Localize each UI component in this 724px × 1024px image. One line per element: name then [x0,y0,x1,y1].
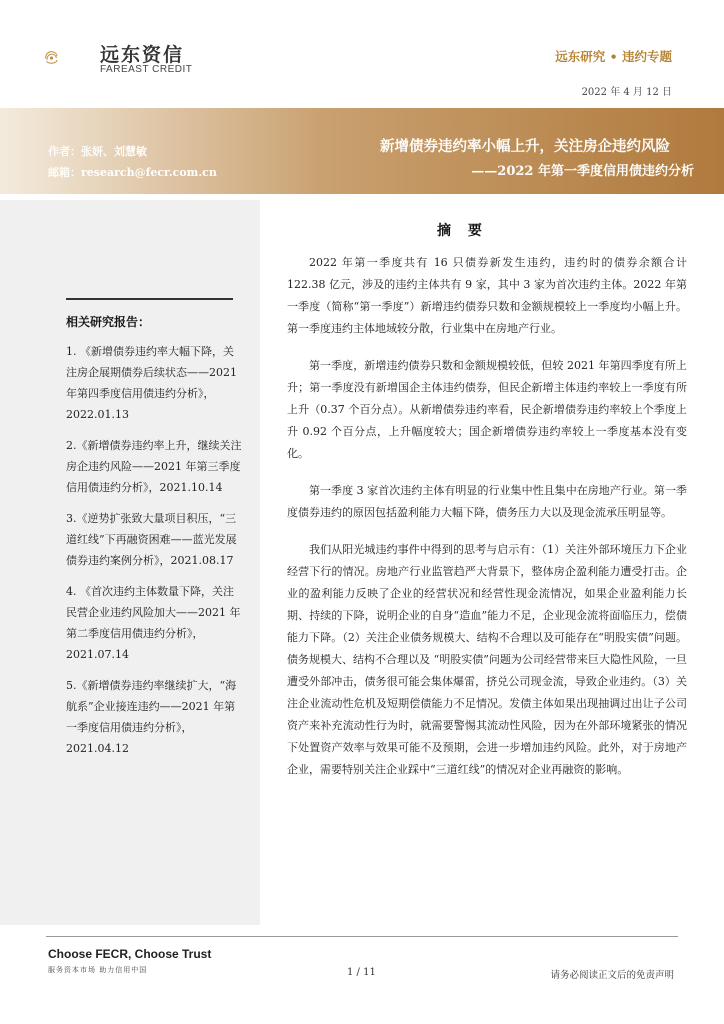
fareast-credit-logo-icon [44,38,94,78]
email-line: 邮箱：research@fecr.com.cn [48,166,217,179]
related-report-item[interactable]: 3.《逆势扩张致大量项目积压，“三道红线”下再融资困难——蓝光发展债券违约案例分析》，2021.08.17 [66,512,237,567]
related-report-item[interactable]: 4. 《首次违约主体数量下降，关注民营企业违约风险加大——2021 年第二季度信用债违约分析》，2021.07.14 [66,585,241,661]
related-report-item[interactable]: 2.《新增债券违约率上升，继续关注房企违约风险——2021 年第三季度信用债违约分析》，2021.10.14 [66,439,242,494]
abstract-paragraph: 2022 年第一季度共有 16 只债券新发生违约，违约时的债券余额合计 122.38 亿元，涉及的违约主体共有 9 家，其中 3 家为首次违约主体。2022 年第一季度（简称“第一季度”）新增违约债券只数和金额规模较上一季度均小幅上升。第一季度违约主体地域较分散，行业集中在房地产行业。 [287,256,687,335]
logo-text-cn: 远东资信 [100,44,185,66]
footer-slogan: Choose FECR, Choose Trust [48,947,212,961]
related-report-item[interactable]: 1. 《新增债券违约率大幅下降，关注房企展期债券后续状态——2021 年第四季度信用债违约分析》，2022.01.13 [66,345,237,421]
related-reports-heading: 相关研究报告： [66,315,151,329]
page-number: 1 / 11 [347,967,376,978]
report-subtitle: ——2022 年第一季度信用债违约分析 [471,164,694,179]
report-date: 2022 年 4 月 12 日 [581,87,672,98]
logo-text-en: FAREAST CREDIT [100,64,193,75]
disclaimer-note: 请务必阅读正文后的免责声明 [550,970,674,981]
author-line: 作者：张妍、刘慧敏 [48,145,147,158]
footer-divider [46,936,678,937]
sidebar-divider [66,298,233,300]
abstract-paragraph: 我们从阳光城违约事件中得到的思考与启示有：（1）关注外部环境压力下企业经营下行的情况。房地产行业监管趋严大背景下，整体房企盈利能力遭受打击。企业的盈利能力反映了企业的经营状况和经营性现金流情况，如果企业盈利能力长期、持续的下降，说明企业的自身“造血”能力不足，企业现金流将面临压力，偿债能力下降。（2）关注企业债务规模大、结构不合理以及可能存在“明股实债”问题。债务规模大、结构不合理以及 “明股实债”问题为公司经营带来巨大隐性风险，一旦遭受外部冲击，债务很可能会集体爆雷，挤兑公司现金流，导致企业违约。（3）关注企业流动性危机及短期偿债能力不足情况。发债主体如果出现抽调过出让子公司资产来补充流动性行为时，就需要警惕其流动性风险，因为在外部环境紧张的情况下处置资产效率与效果可能不及预期，会进一步增加违约风险。此外，对于房地产企业，需要特别关注企业踩中“三道红线”的情况对企业再融资的影响。 [287,543,687,776]
abstract-body [287,252,687,796]
related-report-item[interactable]: 5.《新增债券违约率继续扩大，“海航系”企业接连违约——2021 年第一季度信用债违约分析》，2021.04.12 [66,679,237,755]
footer-tagline: 服务资本市场 助力信用中国 [48,966,148,974]
related-reports-list [66,341,244,769]
report-series: 远东研究 • 违约专题 [555,49,672,64]
abstract-heading: 摘 要 [437,223,488,239]
abstract-paragraph: 第一季度，新增违约债券只数和金额规模较低，但较 2021 年第四季度有所上升；第一季度没有新增国企主体违约债券，但民企新增主体违约率较上一季度有所上升（0.37 个百分点）。从新增债券违约率看，民企新增债券违约率较上个季度上升 0.92 个百分点，上升幅度较大；国企新增债券违约率较上一季度基本没有变化。 [287,359,687,460]
report-title: 新增债券违约率小幅上升，关注房企违约风险 [380,138,670,155]
abstract-paragraph: 第一季度 3 家首次违约主体有明显的行业集中性且集中在房地产行业。第一季度债券违约的原因包括盈利能力大幅下降，债务压力大以及现金流承压明显等。 [287,484,687,519]
